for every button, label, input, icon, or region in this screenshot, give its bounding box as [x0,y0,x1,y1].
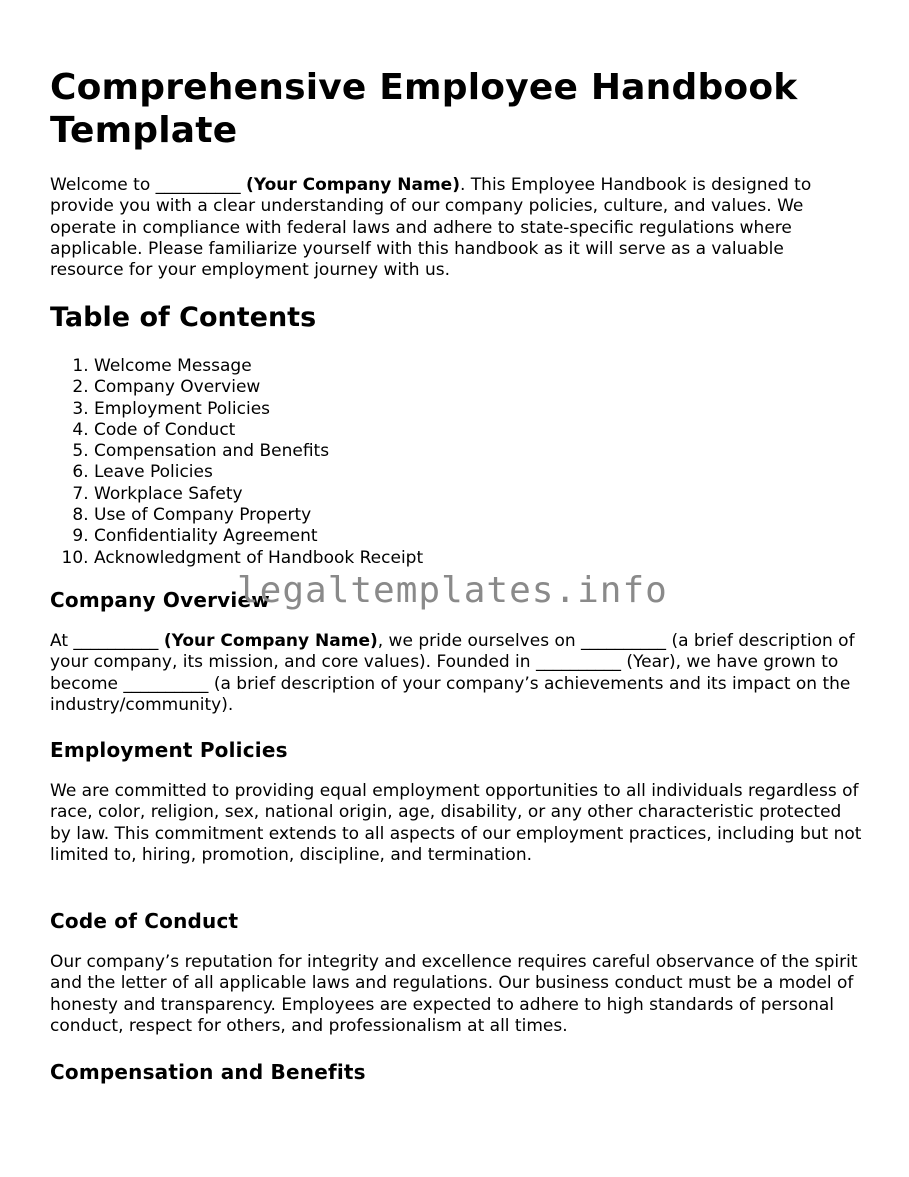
employment-policies-paragraph: We are committed to providing equal employment opportunities to all individuals regardless of race, color, religion, sex, national origin, age, disability, or any other characteristic protected by law. This commitment extends to all aspects of our employment practices, including but not limited to, hiring, promotion, discipline, and termination. [50,781,862,865]
toc-item: 6. Leave Policies [94,462,423,483]
toc-item: 7. Workplace Safety [94,484,423,505]
toc-item: 4. Code of Conduct [94,420,423,441]
company-overview-heading: Company Overview [50,588,270,612]
toc-item: 10. Acknowledgment of Handbook Receipt [94,548,423,569]
company-overview-paragraph [50,631,862,716]
toc-item: 9. Confidentiality Agreement [94,526,423,547]
overview-prefix: At __________ [50,631,164,651]
employment-policies-section [50,738,862,866]
watermark: legaltemplates.info [237,570,668,611]
intro-suffix: . This Employee Handbook is designed to provide you with a clear understanding of our company policies, culture, and values. We operate in compliance with federal laws and adhere to state-specific regulations where applicable. Please familiarize yourself with this handbook as it will serve as a valuable resource for your employment journey with us. [50,175,812,281]
toc-item: 3. Employment Policies [94,399,423,420]
toc-heading: Table of Contents [50,302,317,333]
code-of-conduct-heading: Code of Conduct [50,909,239,933]
toc-item: 5. Compensation and Benefits [94,441,423,462]
toc-item: 2. Company Overview [94,377,423,398]
intro-company-name: (Your Company Name) [246,175,460,195]
employment-policies-heading: Employment Policies [50,738,288,762]
compensation-heading: Compensation and Benefits [50,1060,366,1084]
table-of-contents [50,356,423,569]
intro-prefix: Welcome to __________ [50,175,247,195]
overview-company-name: (Your Company Name) [163,631,378,651]
overview-suffix: , we pride ourselves on __________ (a brief description of your company, its mission, and core values). Founded in __________ (Year), we have grown to become __________ (a brief description of your company’s achievements and its impact on the industry/community). [50,631,855,715]
code-of-conduct-paragraph: Our company’s reputation for integrity and excellence requires careful observance of the spirit and the letter of all applicable laws and regulations. Our business conduct must be a model of honesty and transparency. Employees are expected to adhere to high standards of personal conduct, respect for others, and professionalism at all times. [50,952,858,1036]
page-title: Comprehensive Employee Handbook Template [50,67,798,151]
toc-item: 8. Use of Company Property [94,505,423,526]
intro-paragraph [50,175,862,281]
compensation-section [50,1060,862,1103]
code-of-conduct-section [50,909,862,1037]
toc-item: 1. Welcome Message [94,356,423,377]
